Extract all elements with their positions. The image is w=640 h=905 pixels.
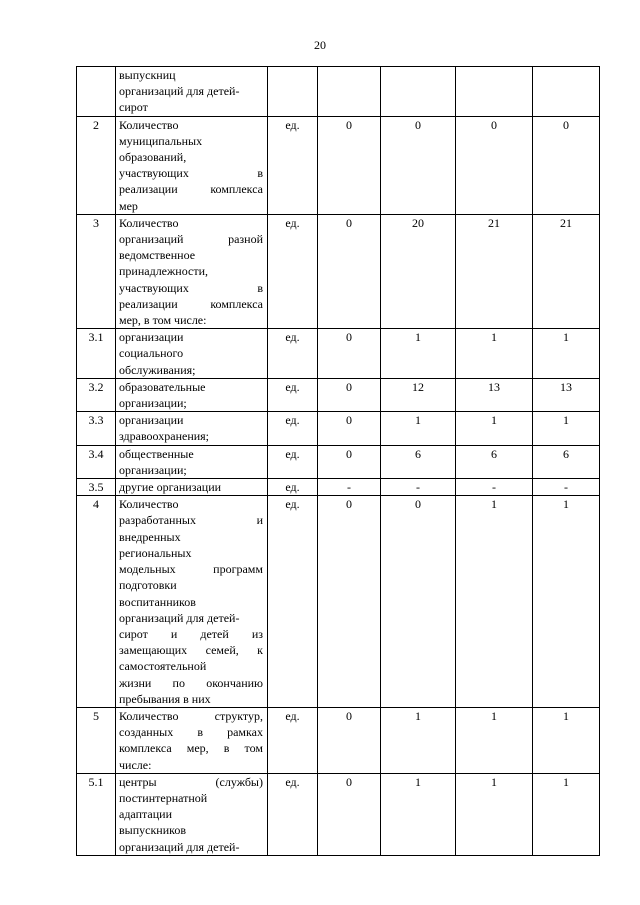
- value-cell-4: 6: [533, 445, 600, 478]
- table-row: [77, 67, 600, 117]
- indicator-text-line: модельных программ: [119, 562, 263, 577]
- value-cell-3: -: [456, 479, 533, 496]
- indicator-text-line: организаций для детей-: [119, 839, 240, 854]
- indicator-text-line: выпускниц: [119, 68, 176, 82]
- value-cell-1: 0: [318, 707, 381, 773]
- indicator-name-cell: [116, 412, 268, 445]
- value-cell-2: [381, 67, 456, 117]
- indicator-text-line: Количество: [119, 117, 179, 132]
- indicator-text-line: мер: [119, 198, 138, 213]
- indicator-text-line: Количество структур,: [119, 708, 263, 723]
- indicator-text-line: обслуживания;: [119, 362, 196, 377]
- indicator-text-line: другие организации: [119, 480, 222, 495]
- indicator-name-cell: [116, 116, 268, 214]
- unit-cell: [268, 67, 318, 117]
- value-cell-2: 20: [381, 214, 456, 328]
- table-row: [77, 445, 600, 478]
- indicator-text-line: пребывания в них: [119, 691, 211, 706]
- indicator-text-line: принадлежности,: [119, 264, 209, 279]
- indicator-text-line: организации: [119, 413, 184, 428]
- value-cell-1: [318, 67, 381, 117]
- indicator-text-line: участвующих в: [119, 280, 263, 295]
- indicator-text-line: муниципальных: [119, 133, 203, 148]
- indicator-text-line: организации;: [119, 462, 187, 477]
- indicator-name-cell: [116, 496, 268, 708]
- indicator-text-line: постинтернатной: [119, 790, 208, 805]
- indicator-text-line: Количество: [119, 497, 179, 512]
- indicator-text-line: организаций для детей-: [119, 84, 240, 99]
- indicator-text-line: социального: [119, 346, 184, 361]
- value-cell-3: 13: [456, 378, 533, 411]
- indicator-text-line: подготовки: [119, 578, 177, 593]
- unit-cell: ед.: [268, 773, 318, 855]
- value-cell-1: 0: [318, 329, 381, 379]
- value-cell-1: 0: [318, 378, 381, 411]
- table-body: [77, 67, 600, 856]
- value-cell-3: 1: [456, 412, 533, 445]
- value-cell-1: 0: [318, 773, 381, 855]
- row-number-cell: [77, 67, 116, 117]
- value-cell-4: 0: [533, 116, 600, 214]
- table-row: [77, 707, 600, 773]
- row-number-cell: 3.5: [77, 479, 116, 496]
- unit-cell: ед.: [268, 412, 318, 445]
- indicator-text-line: созданных в рамках: [119, 725, 263, 740]
- row-number-cell: 5.1: [77, 773, 116, 855]
- table-row: [77, 773, 600, 855]
- indicator-name-cell: [116, 707, 268, 773]
- value-cell-2: 1: [381, 707, 456, 773]
- indicator-text-line: здравоохранения;: [119, 429, 210, 444]
- row-number-cell: 5: [77, 707, 116, 773]
- indicator-text-line: организации;: [119, 396, 187, 411]
- value-cell-4: 1: [533, 329, 600, 379]
- value-cell-1: 0: [318, 214, 381, 328]
- indicator-text-line: реализации комплекса: [119, 296, 263, 311]
- value-cell-1: 0: [318, 496, 381, 708]
- indicator-text-line: организации: [119, 330, 184, 345]
- value-cell-2: 1: [381, 329, 456, 379]
- value-cell-4: [533, 67, 600, 117]
- row-number-cell: 3.2: [77, 378, 116, 411]
- indicator-text-line: образований,: [119, 150, 187, 165]
- indicator-text-line: участвующих в: [119, 166, 263, 181]
- value-cell-1: 0: [318, 116, 381, 214]
- value-cell-3: 1: [456, 707, 533, 773]
- indicator-text-line: комплекса мер, в том: [119, 741, 263, 756]
- indicator-text-line: общественные: [119, 446, 194, 461]
- table-row: [77, 329, 600, 379]
- indicator-text-line: выпускников: [119, 823, 187, 838]
- indicator-text-line: самостоятельной: [119, 659, 207, 674]
- indicator-text-line: замещающих семей, к: [119, 643, 263, 658]
- table-row: [77, 496, 600, 708]
- unit-cell: ед.: [268, 329, 318, 379]
- indicator-text-line: жизни по окончанию: [119, 675, 263, 690]
- unit-cell: ед.: [268, 445, 318, 478]
- indicator-text-line: мер, в том числе:: [119, 313, 207, 328]
- value-cell-3: 0: [456, 116, 533, 214]
- table-row: [77, 214, 600, 328]
- value-cell-1: 0: [318, 412, 381, 445]
- value-cell-4: 1: [533, 412, 600, 445]
- indicator-text-line: региональных: [119, 545, 192, 560]
- indicator-text-line: образовательные: [119, 379, 206, 394]
- page-number: 20: [314, 38, 326, 52]
- value-cell-4: 1: [533, 707, 600, 773]
- value-cell-2: -: [381, 479, 456, 496]
- value-cell-2: 0: [381, 496, 456, 708]
- indicator-text-line: ведомственное: [119, 248, 196, 263]
- indicator-text-line: воспитанников: [119, 594, 196, 609]
- value-cell-3: 1: [456, 329, 533, 379]
- indicator-text-line: сирот: [119, 100, 148, 115]
- value-cell-2: 1: [381, 773, 456, 855]
- indicator-text-line: Количество: [119, 215, 179, 230]
- value-cell-3: 21: [456, 214, 533, 328]
- value-cell-4: 21: [533, 214, 600, 328]
- value-cell-3: 1: [456, 496, 533, 708]
- row-number-cell: 3.3: [77, 412, 116, 445]
- indicator-text-line: внедренных: [119, 529, 181, 544]
- unit-cell: ед.: [268, 496, 318, 708]
- unit-cell: ед.: [268, 214, 318, 328]
- table-row: [77, 479, 600, 496]
- indicator-name-cell: [116, 445, 268, 478]
- indicator-name-cell: [116, 773, 268, 855]
- value-cell-4: -: [533, 479, 600, 496]
- value-cell-4: 1: [533, 773, 600, 855]
- indicator-name-cell: [116, 378, 268, 411]
- indicator-text-line: организаций разной: [119, 232, 263, 247]
- indicator-text-line: сирот и детей из: [119, 626, 263, 641]
- row-number-cell: 2: [77, 116, 116, 214]
- indicator-text-line: центры (службы): [119, 774, 263, 789]
- indicator-name-cell: [116, 67, 268, 117]
- table-row: [77, 378, 600, 411]
- table-row: [77, 116, 600, 214]
- indicator-text-line: реализации комплекса: [119, 182, 263, 197]
- unit-cell: ед.: [268, 479, 318, 496]
- value-cell-3: 6: [456, 445, 533, 478]
- indicator-text-line: разработанных и: [119, 513, 263, 528]
- unit-cell: ед.: [268, 707, 318, 773]
- table-row: [77, 412, 600, 445]
- indicator-name-cell: [116, 479, 268, 496]
- unit-cell: ед.: [268, 116, 318, 214]
- value-cell-2: 12: [381, 378, 456, 411]
- value-cell-2: 1: [381, 412, 456, 445]
- indicator-name-cell: [116, 214, 268, 328]
- value-cell-4: 13: [533, 378, 600, 411]
- value-cell-3: 1: [456, 773, 533, 855]
- indicator-text-line: адаптации: [119, 807, 173, 822]
- indicator-name-cell: [116, 329, 268, 379]
- row-number-cell: 3.1: [77, 329, 116, 379]
- row-number-cell: 3.4: [77, 445, 116, 478]
- row-number-cell: 4: [77, 496, 116, 708]
- value-cell-1: 0: [318, 445, 381, 478]
- indicator-text-line: числе:: [119, 757, 152, 772]
- value-cell-2: 6: [381, 445, 456, 478]
- value-cell-4: 1: [533, 496, 600, 708]
- value-cell-2: 0: [381, 116, 456, 214]
- row-number-cell: 3: [77, 214, 116, 328]
- indicator-text-line: организаций для детей-: [119, 610, 240, 625]
- value-cell-3: [456, 67, 533, 117]
- indicators-table: [76, 66, 600, 856]
- value-cell-1: -: [318, 479, 381, 496]
- unit-cell: ед.: [268, 378, 318, 411]
